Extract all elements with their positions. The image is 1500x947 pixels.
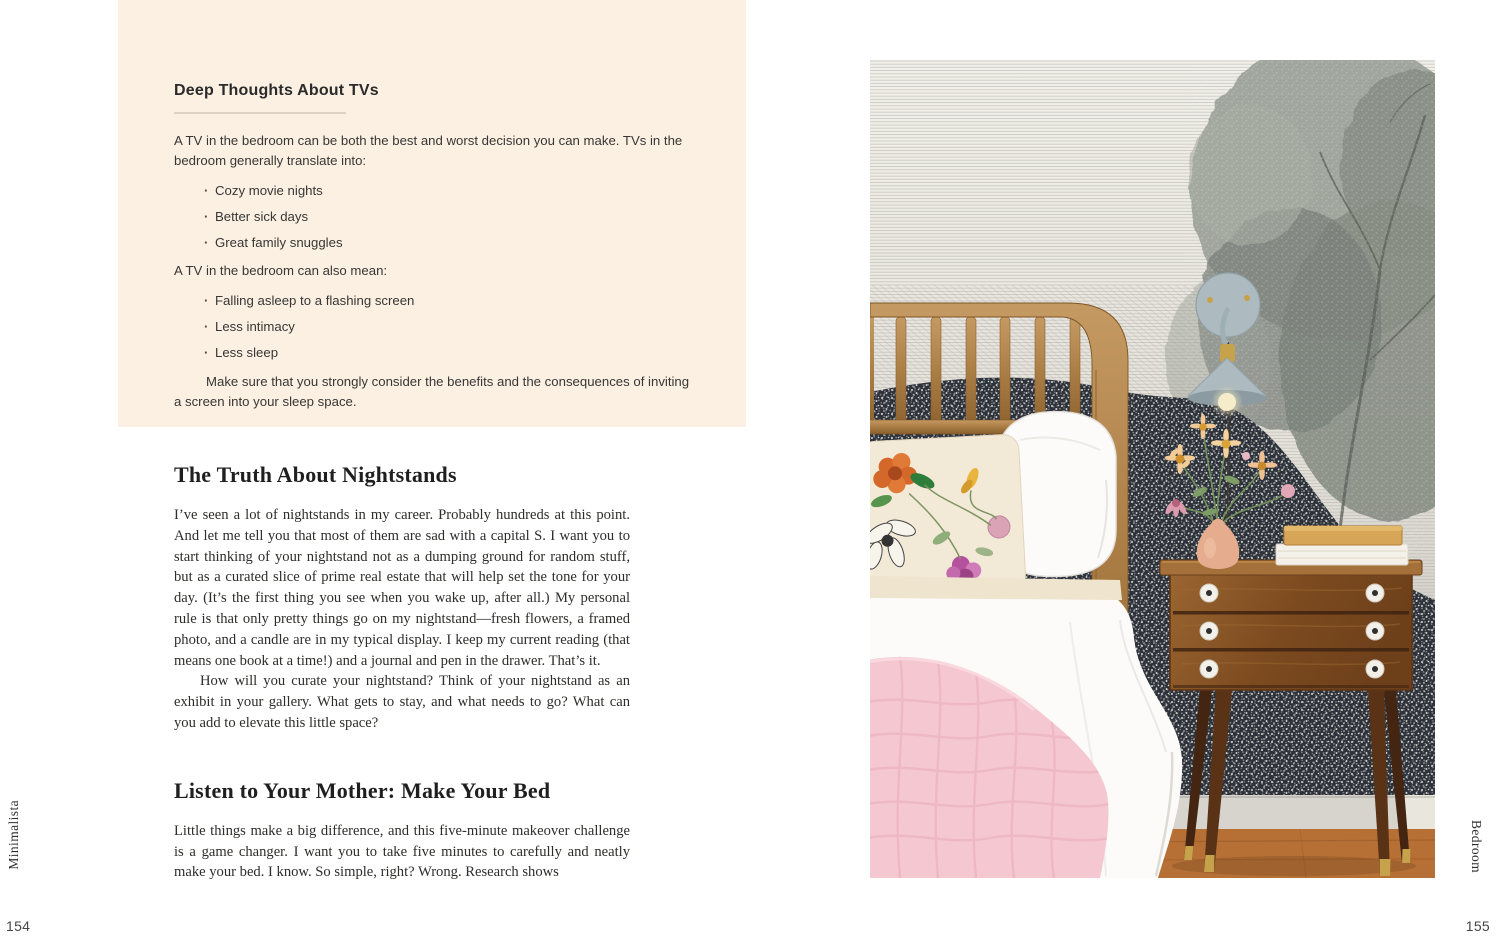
section-heading: The Truth About Nightstands	[174, 462, 457, 487]
drawer-knob	[1200, 622, 1218, 640]
body-paragraph: I’ve seen a lot of nightstands in my career. Probably hundreds at this point. And let me tell you that most of them are sad with a capital S. I want you to start thinking of your nightstand not as a dumping ground for random stuff, but as a curated slice of prime real estate that will help set the tone for your day. (It’s the first thing you see when you wake up, after all.) My personal rule is that only pretty things go on my nightstand—fresh flowers, a framed photo, and a candle are in my typical display. I keep my current reading (that means one book at a time!) and a journal and pen in the drawer. That’s it.	[174, 507, 630, 669]
drawer-knob	[1200, 660, 1218, 678]
callout-pros-list	[174, 178, 690, 256]
list-item: · Less sleep	[174, 340, 690, 366]
floral-pillow	[870, 434, 1026, 598]
body-paragraph: Little things make a big difference, and this five-minute makeover challenge is a game changer. I want you to take five minutes to carefully and neatly make your bed. I know. So simple, right? Wrong. Research shows	[174, 822, 630, 881]
callout-cons-list	[174, 288, 690, 366]
section-nightstands	[174, 462, 630, 734]
callout-box-tv	[118, 0, 746, 427]
pink-flower	[1281, 484, 1295, 498]
callout-intro: A TV in the bedroom can be both the best and worst decision you can make. TVs in the bedroom generally translate into:	[174, 133, 683, 168]
list-item: · Less intimacy	[174, 314, 690, 340]
spine-label-right: Bedroom	[1469, 820, 1484, 874]
book-stack	[1276, 526, 1408, 565]
page-number-right: 155	[1465, 918, 1490, 934]
callout-title: Deep Thoughts About TVs	[174, 82, 379, 99]
section-heading: Listen to Your Mother: Make Your Bed	[174, 777, 551, 803]
drawer-knob	[1200, 584, 1218, 602]
list-item: · Great family snuggles	[174, 230, 690, 256]
bedroom-photo	[870, 60, 1435, 878]
drawer-knob	[1366, 584, 1384, 602]
callout-mid: A TV in the bedroom can also mean:	[174, 263, 388, 278]
sconce-bulb	[1218, 393, 1236, 411]
drawer-divider	[1173, 611, 1409, 615]
body-paragraph: How will you curate your nightstand? Think of your nightstand as an exhibit in your gallery. What gets to stay, and what needs to go? What can you add to elevate this little space?	[174, 673, 630, 731]
section-make-your-bed	[174, 778, 630, 883]
drawer-knob	[1366, 660, 1384, 678]
page-number-left: 154	[6, 918, 31, 934]
callout-outro: Make sure that you strongly consider the benefits and the consequences of inviting a screen into your sleep space.	[174, 374, 690, 409]
body-text-column	[174, 462, 630, 883]
list-item: · Better sick days	[174, 204, 690, 230]
drawer-divider	[1173, 648, 1409, 652]
spine-label-left: Minimalista	[6, 800, 21, 870]
flower-bud	[1242, 452, 1250, 460]
list-item: · Cozy movie nights	[174, 178, 690, 204]
bedroom-photo-svg	[870, 60, 1435, 878]
callout-title-rule	[174, 112, 346, 114]
list-item: · Falling asleep to a flashing screen	[174, 288, 690, 314]
drawer-knob	[1366, 622, 1384, 640]
